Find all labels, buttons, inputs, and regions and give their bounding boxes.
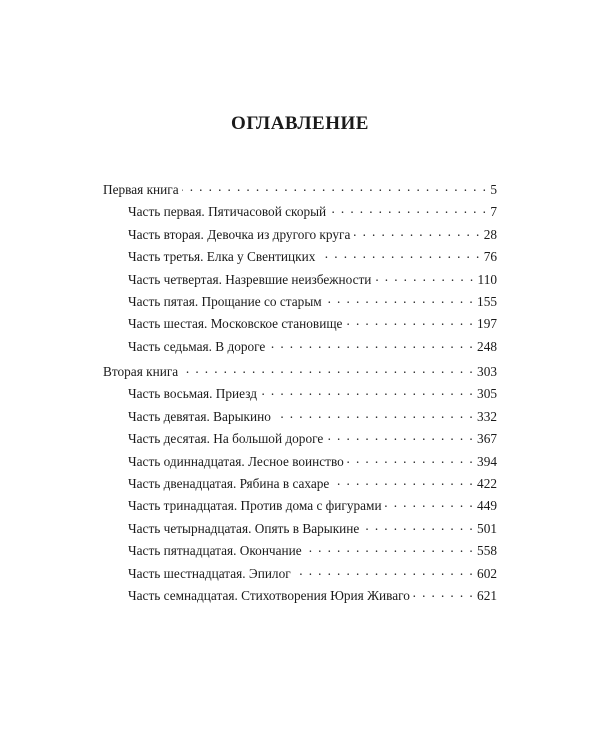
dot-leader bbox=[326, 429, 474, 443]
toc-page-number: 5 bbox=[490, 182, 497, 197]
toc-entry[interactable] bbox=[103, 202, 497, 224]
dot-leader bbox=[332, 474, 474, 488]
toc-entry-label: Часть пятнадцатая. Окончание bbox=[128, 543, 302, 559]
toc-page-number: 367 bbox=[477, 431, 497, 447]
page-title: ОГЛАВЛЕНИЕ bbox=[231, 113, 369, 134]
dot-leader bbox=[294, 564, 474, 578]
dot-leader bbox=[362, 519, 474, 533]
toc-page-number: 110 bbox=[477, 271, 497, 287]
toc-page-number: 501 bbox=[477, 520, 497, 536]
toc-page-number: 197 bbox=[477, 316, 497, 332]
toc-entry-label: Часть третья. Елка у Свентицких bbox=[128, 249, 316, 265]
toc-page-number: 602 bbox=[477, 565, 497, 581]
toc-entry[interactable] bbox=[103, 247, 497, 269]
dot-leader bbox=[182, 180, 488, 194]
toc-entry-label: Часть первая. Пятичасовой скорый bbox=[128, 204, 327, 220]
toc-entry[interactable] bbox=[103, 452, 497, 474]
toc-book-2 bbox=[103, 362, 497, 608]
toc-page-number: 7 bbox=[490, 204, 497, 220]
toc-book-1 bbox=[103, 180, 497, 359]
toc-entry[interactable] bbox=[103, 519, 497, 541]
toc-entry[interactable] bbox=[103, 474, 497, 496]
toc-page-number: 449 bbox=[477, 498, 497, 514]
toc-entry[interactable] bbox=[103, 292, 497, 314]
dot-leader bbox=[385, 496, 474, 510]
toc-entry[interactable] bbox=[103, 496, 497, 518]
toc-entry[interactable] bbox=[103, 270, 497, 292]
toc-entry-label: Часть четвертая. Назревшие неизбежности bbox=[128, 271, 372, 287]
toc-page-number: 303 bbox=[477, 364, 497, 379]
toc-entry-label: Часть одиннадцатая. Лесное воинство bbox=[128, 453, 344, 469]
toc-entry-label: Часть десятая. На большой дороге bbox=[128, 431, 324, 447]
dot-leader bbox=[345, 314, 474, 328]
toc-entry[interactable] bbox=[103, 407, 497, 429]
dot-leader bbox=[329, 202, 487, 216]
toc-page-number: 558 bbox=[477, 543, 497, 559]
dot-leader bbox=[268, 337, 474, 351]
toc-page-number: 332 bbox=[477, 408, 497, 424]
toc-entry-label: Часть семнадцатая. Стихотворения Юрия Живаго bbox=[128, 587, 410, 603]
toc-entry-label: Часть седьмая. В дороге bbox=[128, 338, 266, 354]
dot-leader bbox=[305, 541, 474, 555]
dot-leader bbox=[413, 586, 474, 600]
toc-entry-label: Часть восьмая. Приезд bbox=[128, 386, 257, 402]
toc-page-number: 305 bbox=[477, 386, 497, 402]
toc-book-heading[interactable] bbox=[103, 180, 497, 202]
dot-leader bbox=[325, 292, 474, 306]
dot-leader bbox=[274, 407, 474, 421]
toc-entry-label: Часть девятая. Варыкино bbox=[128, 408, 271, 424]
toc-entry[interactable] bbox=[103, 384, 497, 406]
dot-leader bbox=[181, 362, 474, 376]
toc-entry-label: Часть вторая. Девочка из другого круга bbox=[128, 226, 351, 242]
dot-leader bbox=[260, 384, 474, 398]
toc-page-number: 248 bbox=[477, 338, 497, 354]
toc-entry[interactable] bbox=[103, 225, 497, 247]
dot-leader bbox=[347, 452, 474, 466]
dot-leader bbox=[374, 270, 474, 284]
toc-entry-label: Часть двенадцатая. Рябина в сахаре bbox=[128, 475, 330, 491]
toc-page-number: 155 bbox=[477, 293, 497, 309]
toc-entry-label: Первая книга bbox=[103, 182, 179, 197]
dot-leader bbox=[353, 225, 480, 239]
toc-book-heading[interactable] bbox=[103, 362, 497, 384]
toc-entry-label: Часть пятая. Прощание со старым bbox=[128, 293, 322, 309]
toc-entry-label: Часть четырнадцатая. Опять в Варыкине bbox=[128, 520, 360, 536]
toc-page-number: 621 bbox=[477, 587, 497, 603]
toc-entry-label: Часть тринадцатая. Против дома с фигурами bbox=[128, 498, 382, 514]
toc-entry[interactable] bbox=[103, 564, 497, 586]
toc-entry-label: Вторая книга bbox=[103, 364, 179, 379]
toc-entry[interactable] bbox=[103, 337, 497, 359]
toc-entry-label: Часть шестнадцатая. Эпилог bbox=[128, 565, 291, 581]
toc-entry[interactable] bbox=[103, 586, 497, 608]
toc-page-number: 422 bbox=[477, 475, 497, 491]
toc-entry-label: Часть шестая. Московское становище bbox=[128, 316, 343, 332]
toc-entry[interactable] bbox=[103, 541, 497, 563]
toc-page-number: 28 bbox=[483, 226, 497, 242]
toc-entry[interactable] bbox=[103, 314, 497, 336]
toc-page-number: 394 bbox=[477, 453, 497, 469]
toc-entry[interactable] bbox=[103, 429, 497, 451]
toc-page-number: 76 bbox=[483, 249, 497, 265]
dot-leader bbox=[318, 247, 480, 261]
